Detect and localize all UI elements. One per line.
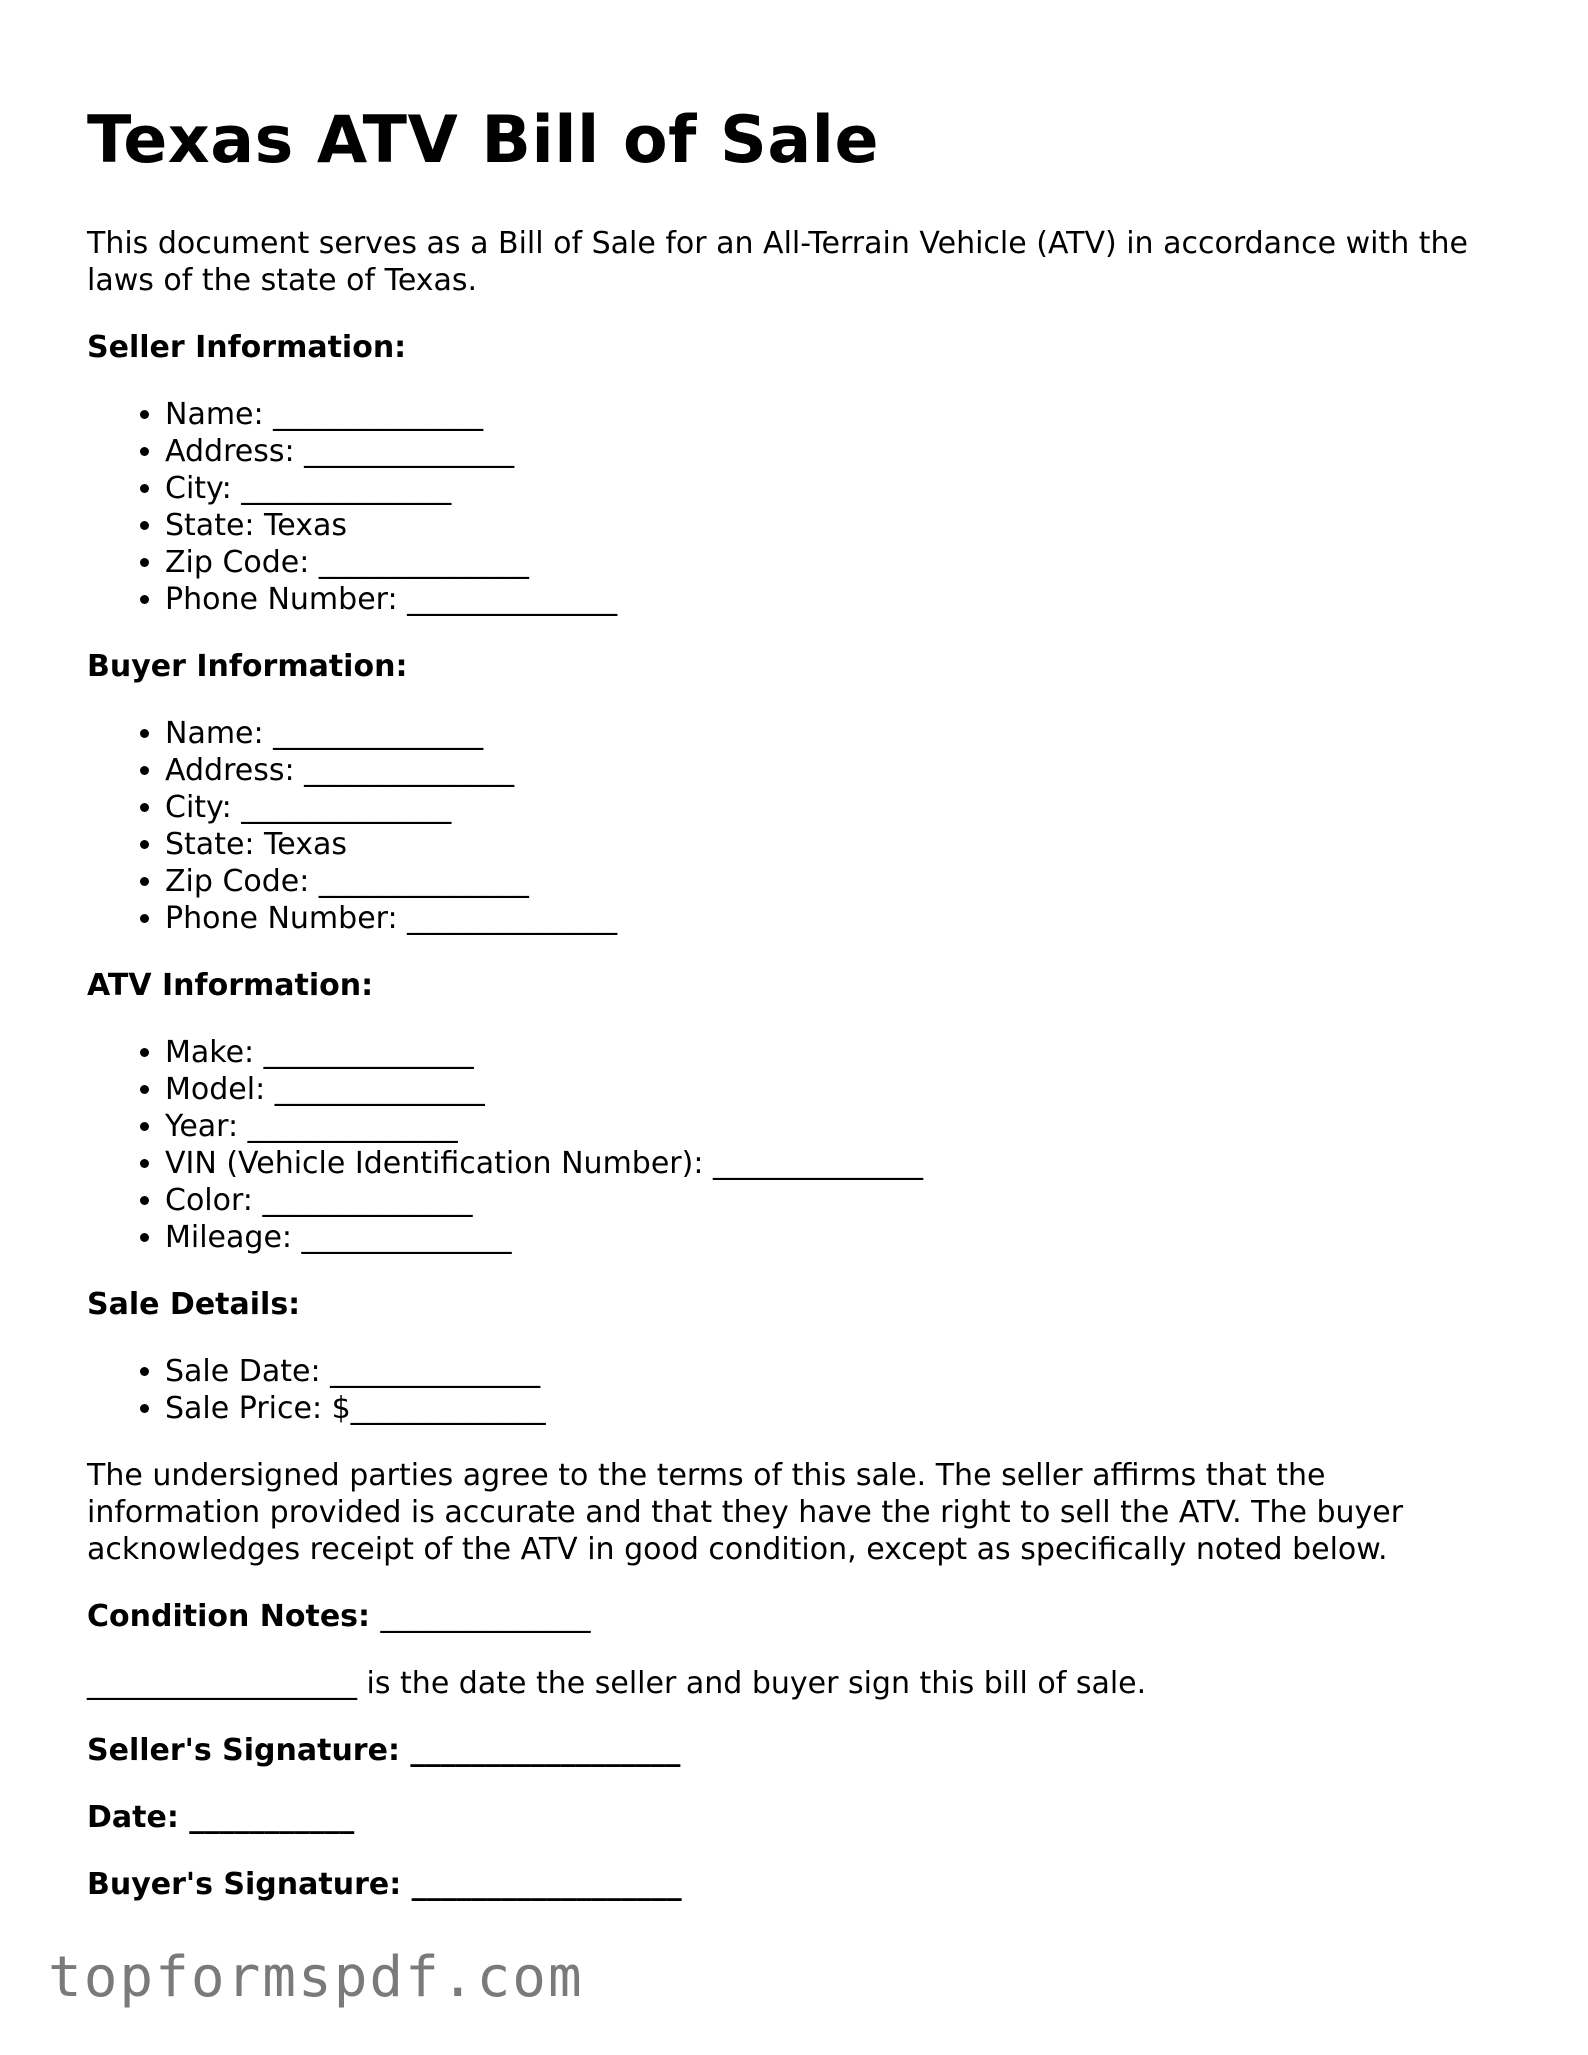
date-line [87, 1799, 1507, 1836]
seller-state-field: • State: Texas [165, 507, 1507, 544]
atv-section-heading: ATV Information: [87, 968, 374, 1004]
buyer-address-field[interactable]: • Address: ______________ [165, 752, 1507, 789]
buyer-city-field[interactable]: • City: ______________ [165, 789, 1507, 826]
buyer-name-field[interactable]: • Name: ______________ [165, 715, 1507, 752]
buyer-section-heading: Buyer Information: [87, 649, 408, 685]
watermark: topformspdf.com [48, 1945, 584, 2010]
page-title: Texas ATV Bill of Sale [87, 103, 880, 178]
atv-make-field[interactable]: • Make: ______________ [165, 1034, 1507, 1071]
seller-name-field[interactable]: • Name: ______________ [165, 396, 1507, 433]
buyer-signature-blank[interactable]: __________________ [411, 1867, 682, 1903]
buyer-state-field: • State: Texas [165, 826, 1507, 863]
intro-paragraph: This document serves as a Bill of Sale for an All-Terrain Vehicle (ATV) in accordance with the laws of the state of Texas. [87, 226, 1468, 299]
buyer-signature-line [87, 1866, 1507, 1903]
date-blank[interactable]: ___________ [189, 1800, 355, 1836]
atv-year-field[interactable]: • Year: ______________ [165, 1108, 1507, 1145]
condition-notes-blank[interactable]: ______________ [380, 1599, 591, 1635]
date-label: Date: [87, 1800, 179, 1836]
seller-field-list [87, 396, 1507, 618]
buyer-phone-field[interactable]: • Phone Number: ______________ [165, 900, 1507, 937]
sale-date-field[interactable]: • Sale Date: ______________ [165, 1353, 1507, 1390]
seller-address-field[interactable]: • Address: ______________ [165, 433, 1507, 470]
atv-vin-field[interactable]: • VIN (Vehicle Identification Number): ______________ [165, 1145, 1507, 1182]
seller-section-heading: Seller Information: [87, 330, 407, 366]
condition-notes-line [87, 1598, 1507, 1635]
seller-phone-field[interactable]: • Phone Number: ______________ [165, 581, 1507, 618]
sale-section-heading: Sale Details: [87, 1287, 301, 1323]
sale-field-list [87, 1353, 1507, 1427]
seller-signature-blank[interactable]: __________________ [410, 1733, 681, 1769]
atv-mileage-field[interactable]: • Mileage: ______________ [165, 1219, 1507, 1256]
buyer-zip-field[interactable]: • Zip Code: ______________ [165, 863, 1507, 900]
seller-city-field[interactable]: • City: ______________ [165, 470, 1507, 507]
sale-price-field[interactable]: • Sale Price: $_____________ [165, 1390, 1507, 1427]
buyer-signature-label: Buyer's Signature: [87, 1867, 402, 1903]
buyer-field-list [87, 715, 1507, 937]
seller-zip-field[interactable]: • Zip Code: ______________ [165, 544, 1507, 581]
atv-model-field[interactable]: • Model: ______________ [165, 1071, 1507, 1108]
seller-signature-line [87, 1732, 1507, 1769]
signing-date-statement[interactable]: __________________ is the date the seller and buyer sign this bill of sale. [87, 1666, 1147, 1702]
agreement-paragraph: The undersigned parties agree to the terms of this sale. The seller affirms that the information provided is accurate and that they have the right to sell the ATV. The buyer acknowledges receipt of the ATV in good condition, except as specifically noted below. [87, 1458, 1404, 1568]
seller-signature-label: Seller's Signature: [87, 1733, 400, 1769]
condition-notes-label: Condition Notes: [87, 1599, 371, 1635]
atv-color-field[interactable]: • Color: ______________ [165, 1182, 1507, 1219]
atv-field-list [87, 1034, 1507, 1256]
document-page [87, 100, 1507, 1903]
